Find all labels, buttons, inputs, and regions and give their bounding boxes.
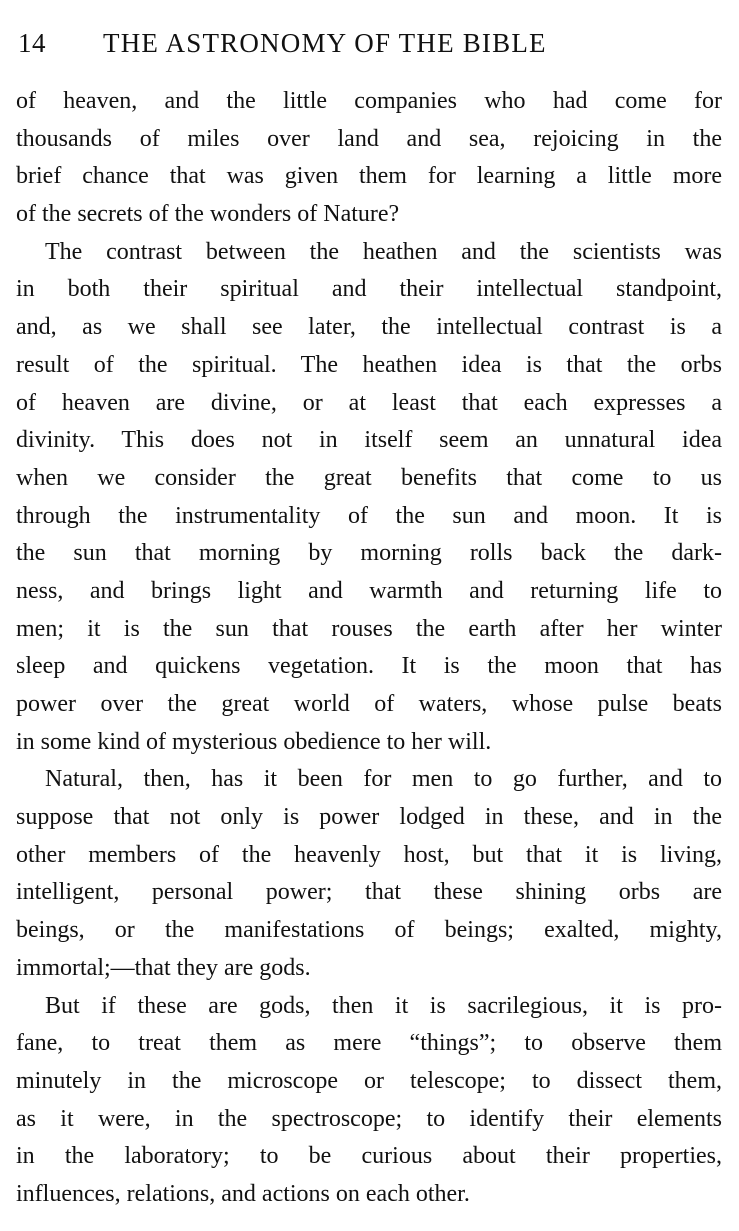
- text-line: as it were, in the spectroscope; to identify their elements: [16, 1105, 722, 1132]
- text-line: of heaven are divine, or at least that each expresses a: [16, 389, 722, 416]
- body-text: [16, 83, 722, 1214]
- text-line: immortal;—that they are gods.: [16, 954, 311, 981]
- text-line: But if these are gods, then it is sacrilegious, it is pro-: [45, 992, 722, 1019]
- text-line: intelligent, personal power; that these shining orbs are: [16, 879, 722, 906]
- text-line: of heaven, and the little companies who had come for: [16, 88, 722, 114]
- text-line: in the laboratory; to be curious about their properties,: [16, 1143, 722, 1170]
- text-line: other members of the heavenly host, but that it is living,: [16, 841, 722, 868]
- text-line: The contrast between the heathen and the scientists was: [45, 238, 722, 265]
- text-line: power over the great world of waters, whose pulse beats: [16, 691, 722, 717]
- page-number: 14: [18, 28, 46, 58]
- text-line: beings, or the manifestations of beings; exalted, mighty,: [16, 917, 722, 944]
- text-line: of the secrets of the wonders of Nature?: [16, 201, 400, 228]
- text-line: in both their spiritual and their intellectual standpoint,: [16, 276, 722, 303]
- text-line: brief chance that was given them for learning a little more: [16, 163, 722, 190]
- text-line: men; it is the sun that rouses the earth after her winter: [16, 615, 722, 642]
- text-line: through the instrumentality of the sun and moon. It is: [16, 502, 722, 529]
- text-line: fane, to treat them as mere “things”; to observe them: [16, 1030, 722, 1057]
- text-line: ness, and brings light and warmth and returning life to: [16, 577, 722, 604]
- page-header: [16, 26, 722, 60]
- text-line: thousands of miles over land and sea, rejoicing in the: [16, 125, 722, 152]
- text-line: and, as we shall see later, the intellectual contrast is a: [16, 314, 722, 341]
- text-line: influences, relations, and actions on each other.: [16, 1180, 470, 1207]
- text-line: result of the spiritual. The heathen idea is that the orbs: [16, 351, 722, 378]
- text-line: minutely in the microscope or telescope; to dissect them,: [16, 1067, 722, 1094]
- text-line: in some kind of mysterious obedience to her will.: [16, 728, 492, 755]
- text-line: divinity. This does not in itself seem an unnatural idea: [16, 427, 722, 454]
- text-line: suppose that not only is power lodged in these, and in the: [16, 804, 722, 831]
- text-line: sleep and quickens vegetation. It is the moon that has: [16, 653, 722, 680]
- text-line: when we consider the great benefits that come to us: [16, 464, 722, 491]
- running-title: THE ASTRONOMY OF THE BIBLE: [103, 28, 547, 58]
- text-line: the sun that morning by morning rolls back the dark-: [16, 540, 722, 567]
- text-line: Natural, then, has it been for men to go further, and to: [45, 766, 722, 793]
